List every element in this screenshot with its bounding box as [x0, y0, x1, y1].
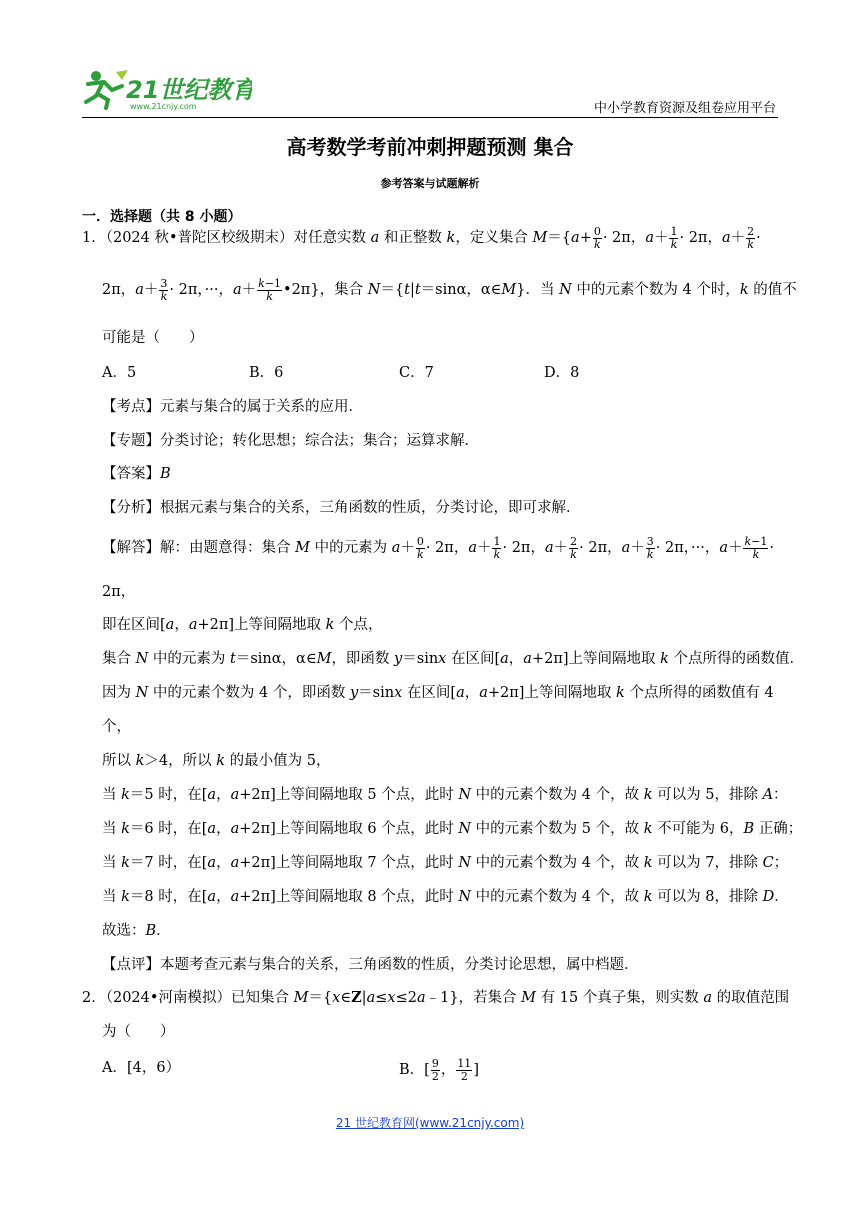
header-divider: [82, 117, 778, 118]
q2-stem-line2: 为（ ）: [102, 1024, 175, 1040]
q1-option-a: A．5: [102, 365, 137, 381]
site-logo: [82, 66, 252, 112]
q1-option-d: D．8: [544, 365, 580, 381]
q1-stem-line2: 2π，a＋ $\frac{3}{k}$ · 2π，···，a＋ $\frac{k-1}{k}$ •2π}，集合 N＝{t|t＝sinα，α∈M}．当 N 中的元素个数为 4 个时，k 的值不: [102, 277, 797, 303]
svg-text:www.21cnjy.com: www.21cnjy.com: [130, 102, 197, 111]
q1-number: 1．: [82, 230, 106, 247]
q1-solution-line12: 故选：B．: [102, 923, 171, 939]
q1-solution-line11: 当 k＝8 时，在[a，a+2π]上等间隔地取 8 个点，此时 N 中的元素个数为 4 个，故 k 可以为 8，排除 D．: [102, 889, 789, 905]
q1-answer-label: 【答案】: [102, 466, 160, 482]
q1-comment: 【点评】本题考查元素与集合的关系，三角函数的性质，分类讨论思想，属中档题．: [102, 957, 639, 973]
q1-solution-label: 【解答】解：由题意得：集合: [102, 540, 296, 557]
platform-name: 中小学教育资源及组卷应用平台: [593, 101, 776, 116]
q1-option-c: C．7: [399, 365, 434, 381]
q1-kaodian: 【考点】元素与集合的属于关系的应用．: [102, 399, 363, 415]
document-title: 高考数学考前冲刺押题预测 集合: [286, 135, 574, 159]
q2-number: 2．: [82, 990, 106, 1006]
q1-stem-line3: 可能是（ ）: [102, 330, 204, 346]
q1-solution-line5: 因为 N 中的元素个数为 4 个，即函数 y＝sinx 在区间[a，a+2π]上等间隔地取 k 个点所得的函数值有 4: [102, 685, 774, 701]
document-subtitle: 参考答案与试题解析: [380, 177, 480, 190]
q1-zhuanti: 【专题】分类讨论；转化思想；综合法；集合；运算求解．: [102, 433, 479, 449]
q1-option-b: B．6: [249, 365, 284, 381]
runner-logo-icon: [82, 66, 252, 112]
q1-answer: [102, 467, 171, 482]
q1-answer-value: B: [160, 466, 171, 482]
q1-solution-line9: 当 k＝6 时，在[a，a+2π]上等间隔地取 6 个点，此时 N 中的元素个数为 5 个，故 k 不可能为 6，B 正确；: [102, 821, 803, 837]
q1-solution-line10: 当 k＝7 时，在[a，a+2π]上等间隔地取 7 个点，此时 N 中的元素个数为 4 个，故 k 可以为 7，排除 C；: [102, 855, 789, 871]
q1-solution-line4: 集合 N 中的元素为 t＝sinα，α∈M，即函数 y＝sinx 在区间[a，a+2π]上等间隔地取 k 个点所得的函数值．: [102, 651, 805, 667]
svg-text:21世纪教育: 21世纪教育: [126, 76, 252, 104]
q2-option-b: B．[ $\frac{9}{2}$ ， $\frac{11}{2}$ ]: [399, 1057, 479, 1083]
section-heading: 一．选择题（共 8 小题）: [82, 209, 242, 225]
q2-source: （2024•河南模拟）: [105, 990, 231, 1006]
q1-analysis: 【分析】根据元素与集合的关系，三角函数的性质，分类讨论，即可求解．: [102, 500, 581, 516]
footer-link[interactable]: 21 世纪教育网(www.21cnjy.com): [335, 1116, 525, 1130]
q1-solution-line8: 当 k＝5 时，在[a，a+2π]上等间隔地取 5 个点，此时 N 中的元素个数为 4 个，故 k 可以为 5，排除 A：: [102, 787, 788, 803]
q1-source: （2024 秋•普陀区校级期末）: [105, 230, 294, 247]
q1-solution-line1: 【解答】解：由题意得：集合 M 中的元素为 a＋ $\frac{0}{k}$ · 2π，a＋ $\frac{1}{k}$ · 2π，a＋ $\frac{2}{k}$ · 2π，a＋ $\frac{3}{k}$ · 2π，···，a＋ $\frac{k-1}{k}$ ·: [102, 535, 774, 561]
q1-solution-line7: 所以 k＞4，所以 k 的最小值为 5，: [102, 753, 331, 769]
q1-solution-line6: 个，: [102, 719, 131, 735]
q1-stem-line1: 1．（2024 秋•普陀区校级期末）对任意实数 a 和正整数 k，定义集合 M＝{a+ $\frac{0}{k}$ · 2π，a＋ $\frac{1}{k}$ · 2π，a＋ $\frac{2}{k}$ ·: [82, 225, 761, 251]
q1-solution-line3: 即在区间[a，a+2π]上等间隔地取 k 个点，: [102, 617, 383, 633]
q1-solution-line2: 2π，: [102, 584, 136, 600]
q2-stem-line1: 2．（2024•河南模拟）已知集合 M＝{x∈Z|a≤x≤2a﹣1}，若集合 M 有 15 个真子集，则实数 a 的取值范围: [82, 989, 790, 1006]
q2-option-a: A．[4，6）: [102, 1060, 181, 1076]
